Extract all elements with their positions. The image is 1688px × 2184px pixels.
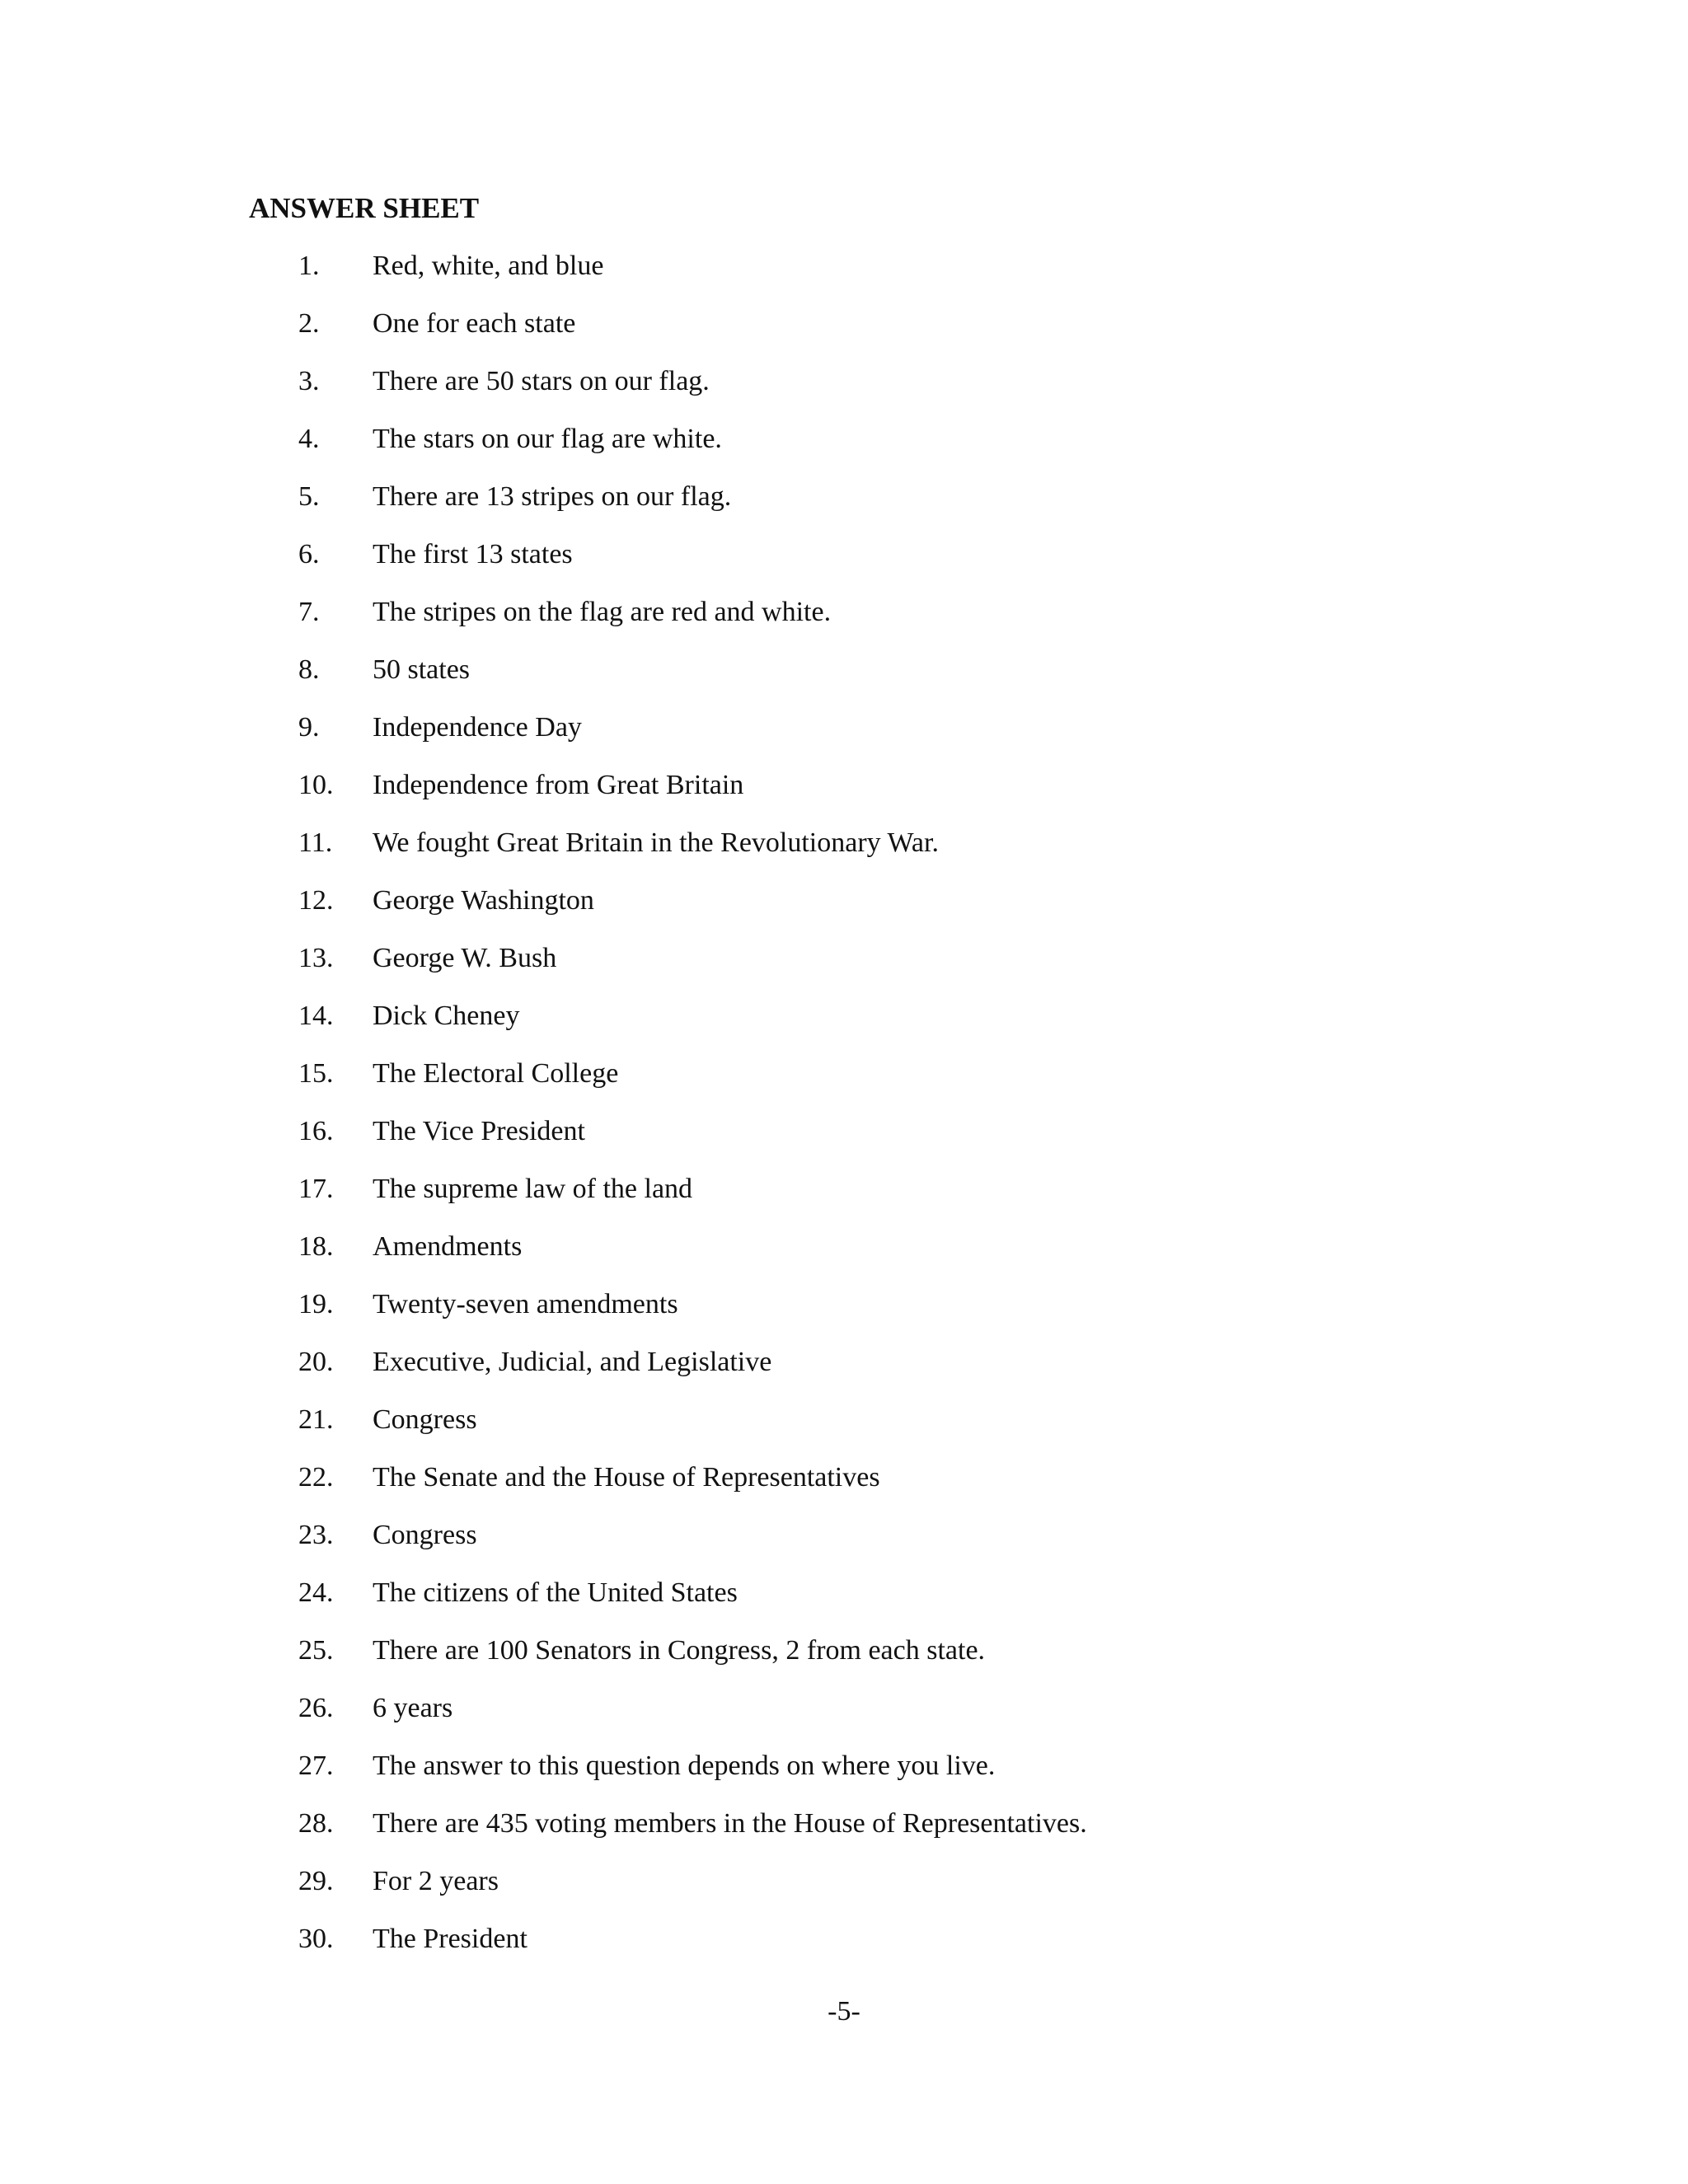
page-number: -5- [828, 1996, 860, 2027]
list-item [0, 1572, 1688, 1630]
item-answer: 6 years [373, 1693, 453, 1723]
item-answer: Twenty-seven amendments [373, 1289, 678, 1319]
item-number: 21. [298, 1404, 334, 1435]
item-answer: Independence from Great Britain [373, 770, 744, 800]
page-title: ANSWER SHEET [249, 192, 480, 224]
item-number: 7. [298, 597, 320, 627]
list-item [0, 1746, 1688, 1803]
list-item [0, 534, 1688, 592]
item-number: 15. [298, 1058, 334, 1089]
item-answer: Executive, Judicial, and Legislative [373, 1347, 772, 1377]
item-number: 23. [298, 1520, 334, 1550]
item-number: 6. [298, 539, 320, 569]
item-number: 24. [298, 1577, 334, 1608]
list-item [0, 303, 1688, 361]
item-answer: We fought Great Britain in the Revolutionary War. [373, 827, 939, 858]
list-item [0, 1226, 1688, 1284]
item-number: 13. [298, 943, 334, 973]
item-answer: Independence Day [373, 712, 582, 743]
item-answer: One for each state [373, 308, 576, 339]
item-number: 22. [298, 1462, 334, 1493]
item-answer: There are 100 Senators in Congress, 2 from each state. [373, 1635, 986, 1666]
item-number: 28. [298, 1808, 334, 1839]
item-number: 9. [298, 712, 320, 743]
list-item [0, 938, 1688, 996]
item-answer: The Vice President [373, 1116, 585, 1146]
list-item [0, 1688, 1688, 1746]
item-number: 30. [298, 1924, 334, 1954]
list-item [0, 476, 1688, 534]
item-answer: Red, white, and blue [373, 251, 604, 281]
item-answer: There are 435 voting members in the House of Representatives. [373, 1808, 1087, 1839]
item-number: 14. [298, 1001, 334, 1031]
item-number: 19. [298, 1289, 334, 1319]
list-item [0, 1919, 1688, 1976]
list-item [0, 1053, 1688, 1111]
item-answer: The citizens of the United States [373, 1577, 738, 1608]
item-number: 5. [298, 481, 320, 512]
list-item [0, 592, 1688, 649]
list-item [0, 419, 1688, 476]
item-number: 4. [298, 424, 320, 454]
item-number: 18. [298, 1231, 334, 1262]
item-answer: Dick Cheney [373, 1001, 520, 1031]
item-answer: The stripes on the flag are red and white. [373, 597, 832, 627]
item-number: 3. [298, 366, 320, 396]
item-number: 17. [298, 1174, 334, 1204]
item-number: 26. [298, 1693, 334, 1723]
item-number: 8. [298, 654, 320, 685]
list-item [0, 246, 1688, 303]
list-item [0, 1861, 1688, 1919]
answer-list [0, 246, 1688, 1976]
item-answer: The President [373, 1924, 528, 1954]
item-answer: The answer to this question depends on where you live. [373, 1750, 996, 1781]
item-answer: George W. Bush [373, 943, 557, 973]
item-answer: Congress [373, 1404, 477, 1435]
list-item [0, 823, 1688, 880]
list-item [0, 765, 1688, 823]
item-answer: The Senate and the House of Representatives [373, 1462, 880, 1493]
item-number: 11. [298, 827, 333, 858]
item-number: 29. [298, 1866, 334, 1896]
item-answer: George Washington [373, 885, 594, 916]
item-number: 2. [298, 308, 320, 339]
item-answer: The supreme law of the land [373, 1174, 693, 1204]
item-answer: The first 13 states [373, 539, 573, 569]
item-answer: Amendments [373, 1231, 523, 1262]
list-item [0, 1803, 1688, 1861]
list-item [0, 1342, 1688, 1399]
item-number: 1. [298, 251, 320, 281]
item-number: 25. [298, 1635, 334, 1666]
item-number: 16. [298, 1116, 334, 1146]
list-item [0, 1169, 1688, 1226]
item-answer: Congress [373, 1520, 477, 1550]
item-answer: There are 13 stripes on our flag. [373, 481, 732, 512]
list-item [0, 707, 1688, 765]
list-item [0, 880, 1688, 938]
item-answer: There are 50 stars on our flag. [373, 366, 710, 396]
list-item [0, 1399, 1688, 1457]
item-answer: For 2 years [373, 1866, 499, 1896]
list-item [0, 1630, 1688, 1688]
item-number: 20. [298, 1347, 334, 1377]
item-answer: 50 states [373, 654, 471, 685]
item-answer: The Electoral College [373, 1058, 619, 1089]
item-answer: The stars on our flag are white. [373, 424, 722, 454]
list-item [0, 649, 1688, 707]
list-item [0, 361, 1688, 419]
list-item [0, 996, 1688, 1053]
item-number: 12. [298, 885, 334, 916]
item-number: 10. [298, 770, 334, 800]
item-number: 27. [298, 1750, 334, 1781]
list-item [0, 1284, 1688, 1342]
list-item [0, 1457, 1688, 1515]
list-item [0, 1515, 1688, 1572]
list-item [0, 1111, 1688, 1169]
